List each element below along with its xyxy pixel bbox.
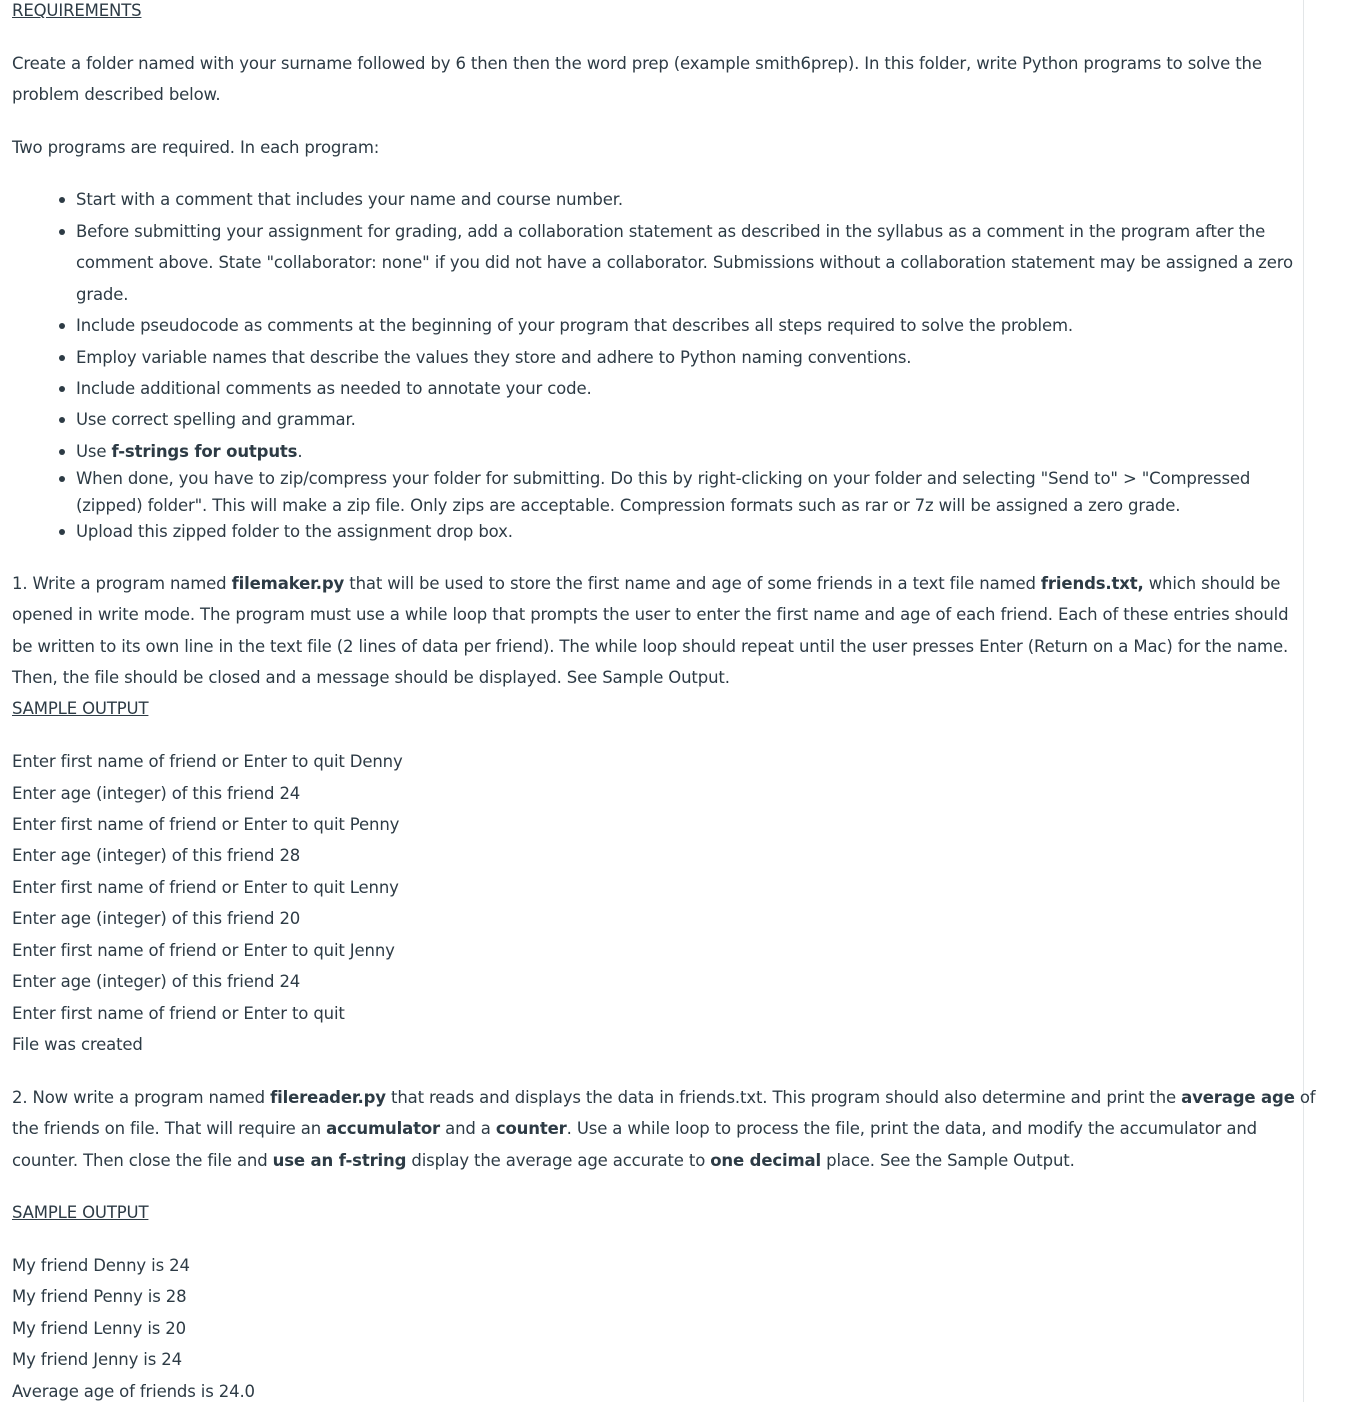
sample-output-line: My friend Lenny is 20 [12,1319,186,1338]
list-item: Before submitting your assignment for grading, add a collaboration statement as described in the syllabus as a comment in the program after the [76,222,1266,241]
task-text: counter. Then close the file and [12,1151,273,1170]
sample-output-line: Enter first name of friend or Enter to quit Denny [12,752,403,771]
bullet-dot [59,386,65,392]
list-item-text: Use [76,442,112,461]
list-item: Use correct spelling and grammar. [76,410,356,429]
sample-output-line: My friend Jenny is 24 [12,1350,182,1369]
sample-output-line: File was created [12,1035,143,1054]
bullet-dot [59,355,65,361]
bullet-dot [59,417,65,423]
list-item: Include additional comments as needed to annotate your code. [76,379,592,398]
filename-text: friends.txt, [1040,574,1144,593]
task-text: which should be [1143,574,1281,593]
task-text: and a [440,1119,496,1138]
bullet-dot [59,529,65,535]
list-item-continuation: (zipped) folder". This will make a zip file. Only zips are acceptable. Compression formats such as rar or 7z will be assigned a zero grade. [76,496,1181,515]
task-2-line [12,1150,1075,1172]
list-item: Upload this zipped folder to the assignment drop box. [76,522,513,541]
sample-output-heading-2: SAMPLE OUTPUT [12,1203,149,1222]
emphasis-text: counter [495,1119,567,1138]
list-item: Employ variable names that describe the values they store and adhere to Python naming conventions. [76,348,912,367]
task-text: display the average age accurate to [406,1151,711,1170]
emphasis-text: one decimal [710,1151,822,1170]
emphasis-text: average age [1181,1088,1295,1107]
two-programs-text: Two programs are required. In each program: [12,138,380,157]
list-item [76,441,302,463]
task-2-line [12,1118,1257,1140]
list-item: When done, you have to zip/compress your folder for submitting. Do this by right-clicking on your folder and selecting "Send to" > "Compressed [76,469,1251,488]
list-item: Include pseudocode as comments at the beginning of your program that describes all steps required to solve the problem. [76,316,1074,335]
intro-line-1: Create a folder named with your surname followed by 6 then then the word prep (example smith6prep). In this folder, write Python programs to solve the [12,54,1262,73]
requirements-heading: REQUIREMENTS [12,1,142,20]
bullet-dot [59,197,65,203]
task-text: that will be used to store the first name and age of some friends in a text file named [344,574,1041,593]
task-1-line: Then, the file should be closed and a message should be displayed. See Sample Output. [12,668,730,687]
sample-output-line: Enter age (integer) of this friend 24 [12,784,301,803]
sample-output-line: My friend Denny is 24 [12,1256,190,1275]
bullet-dot [59,449,65,455]
emphasis-text: accumulator [326,1119,441,1138]
sample-output-heading-1: SAMPLE OUTPUT [12,699,149,718]
sample-output-line: My friend Penny is 28 [12,1287,187,1306]
list-item-continuation: comment above. State "collaborator: none" if you did not have a collaborator. Submissions without a collaboration statement may be assigned a zero [76,253,1293,272]
task-1-line [12,573,1280,595]
list-item-continuation: grade. [76,285,129,304]
sample-output-line: Average age of friends is 24.0 [12,1382,255,1401]
sample-output-line: Enter age (integer) of this friend 28 [12,846,301,865]
sample-output-line: Enter age (integer) of this friend 20 [12,909,301,928]
task-text: 1. Write a program named [12,574,232,593]
task-1-line: be written to its own line in the text file (2 lines of data per friend). The while loop should repeat until the user presses Enter (Return on a Mac) for the name. [12,637,1289,656]
sample-output-line: Enter first name of friend or Enter to quit Penny [12,815,400,834]
task-1-line: opened in write mode. The program must use a while loop that prompts the user to enter the first name and age of each friend. Each of these entries should [12,605,1289,624]
bullet-dot [59,323,65,329]
task-text: . Use a while loop to process the file, print the data, and modify the accumulator and [566,1119,1257,1138]
task-text: place. See the Sample Output. [821,1151,1075,1170]
list-item-text: . [297,442,303,461]
task-text: 2. Now write a program named [12,1088,271,1107]
sample-output-line: Enter age (integer) of this friend 24 [12,972,301,991]
emphasis-text: f-strings for outputs [111,442,298,461]
right-divider [1303,0,1304,1402]
sample-output-line: Enter first name of friend or Enter to quit Lenny [12,878,399,897]
task-text: the friends on file. That will require an [12,1119,327,1138]
sample-output-line: Enter first name of friend or Enter to quit [12,1004,345,1023]
task-text: that reads and displays the data in friends.txt. This program should also determine and print the [385,1088,1182,1107]
task-2-line [12,1087,1315,1109]
filename-text: filereader.py [270,1088,386,1107]
intro-line-2: problem described below. [12,85,221,104]
filename-text: filemaker.py [231,574,345,593]
list-item: Start with a comment that includes your name and course number. [76,190,623,209]
sample-output-line: Enter first name of friend or Enter to quit Jenny [12,941,395,960]
bullet-dot [59,476,65,482]
emphasis-text: use an f-string [272,1151,407,1170]
task-text: of [1294,1088,1316,1107]
bullet-dot [59,229,65,235]
